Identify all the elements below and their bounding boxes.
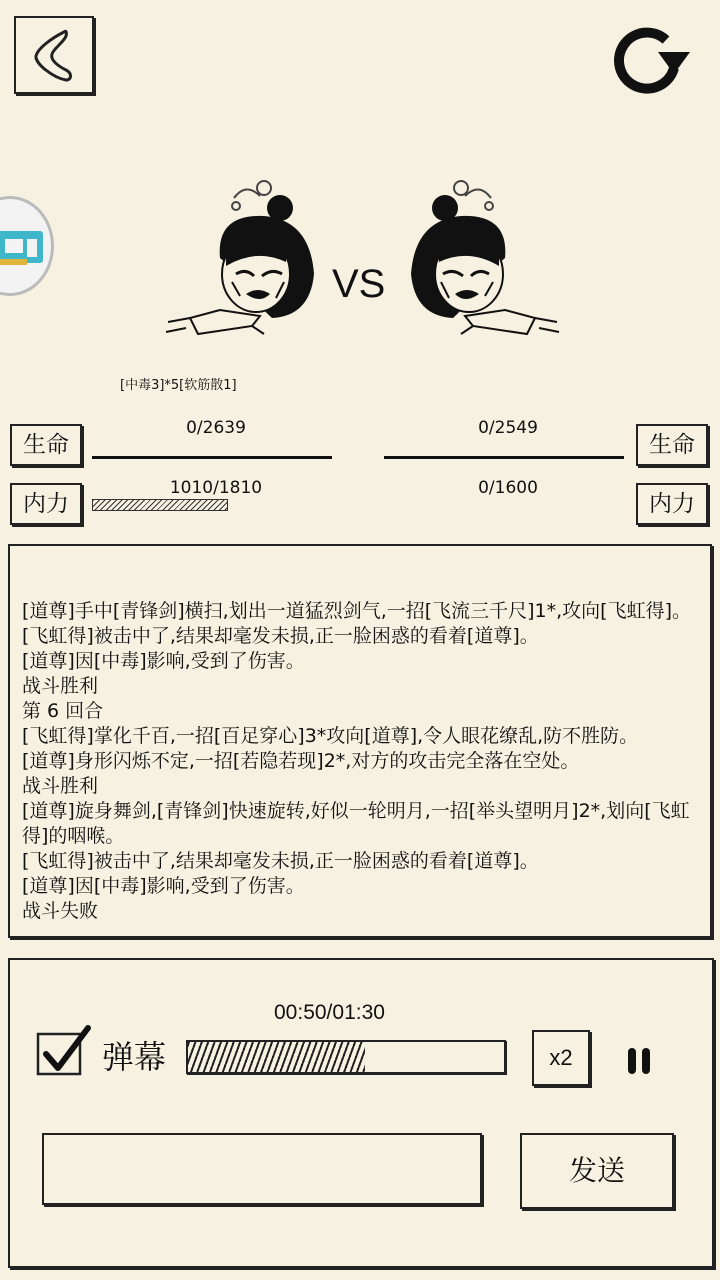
right-mp-label: 内力 xyxy=(636,483,708,525)
pause-icon xyxy=(624,1044,654,1078)
right-hp-value: 0/2549 xyxy=(478,418,538,438)
side-avatar[interactable] xyxy=(0,196,54,296)
left-hp-bar xyxy=(92,456,332,459)
right-hp-bar xyxy=(384,456,624,459)
log-line: 第 6 回合 xyxy=(22,700,104,722)
log-line: [道尊]因[中毒]影响,受到了伤害。 xyxy=(22,650,305,672)
log-line: [道尊]旋身舞剑,[青锋剑]快速旋转,好似一轮明月,一招[举头望明月]2*,划向[飞虹得]的咽喉。 xyxy=(22,800,690,847)
log-line: 战斗失败 xyxy=(22,900,99,922)
speed-button[interactable]: x2 xyxy=(532,1030,590,1086)
left-mp-value: 1010/1810 xyxy=(169,478,263,498)
log-line: [道尊]手中[青锋剑]横扫,划出一道猛烈剑气,一招[飞流三千尺]1*,攻向[飞虹得]。 xyxy=(22,600,692,622)
status-effects: [中毒3]*5[软筋散1] xyxy=(120,378,237,393)
left-mp-label: 内力 xyxy=(10,483,82,525)
left-hp-label: 生命 xyxy=(10,424,82,466)
back-button[interactable] xyxy=(14,16,94,94)
right-mp-value: 0/1600 xyxy=(478,478,538,498)
right-hp-label: 生命 xyxy=(636,424,708,466)
log-line: 战斗胜利 xyxy=(22,775,99,797)
fighter-left-portrait xyxy=(160,178,335,338)
log-line: [道尊]身形闪烁不定,一招[若隐若现]2*,对方的攻击完全落在空处。 xyxy=(22,750,580,772)
back-arrow-icon xyxy=(16,18,92,92)
checkmark-icon xyxy=(36,1024,92,1080)
fighter-right-portrait xyxy=(390,178,565,338)
danmu-label: 弹幕 xyxy=(102,1038,167,1076)
left-hp-value: 0/2639 xyxy=(186,418,246,438)
log-line: [飞虹得]被击中了,结果却毫发未损,正一脸困惑的看着[道尊]。 xyxy=(22,850,539,872)
app-badge-icon xyxy=(0,199,51,293)
log-line: [飞虹得]掌化千百,一招[百足穿心]3*攻向[道尊],令人眼花缭乱,防不胜防。 xyxy=(22,725,639,747)
log-line: [道尊]因[中毒]影响,受到了伤害。 xyxy=(22,875,305,897)
send-button[interactable]: 发送 xyxy=(520,1133,674,1209)
playback-time: 00:50/01:30 xyxy=(274,1001,385,1024)
danmu-input[interactable] xyxy=(42,1133,482,1205)
vs-label: VS xyxy=(332,262,386,306)
playback-progress-fill xyxy=(188,1042,365,1072)
left-mp-bar xyxy=(92,499,228,511)
refresh-icon xyxy=(608,22,692,98)
log-line: [飞虹得]被击中了,结果却毫发未损,正一脸困惑的看着[道尊]。 xyxy=(22,625,539,647)
pause-button[interactable] xyxy=(624,1044,654,1078)
battle-log-panel[interactable] xyxy=(8,544,712,938)
refresh-button[interactable] xyxy=(608,22,692,98)
playback-progress-slider[interactable] xyxy=(186,1040,506,1074)
danmu-checkbox[interactable] xyxy=(36,1024,84,1072)
battle-log xyxy=(22,599,700,924)
log-line: 战斗胜利 xyxy=(22,675,99,697)
